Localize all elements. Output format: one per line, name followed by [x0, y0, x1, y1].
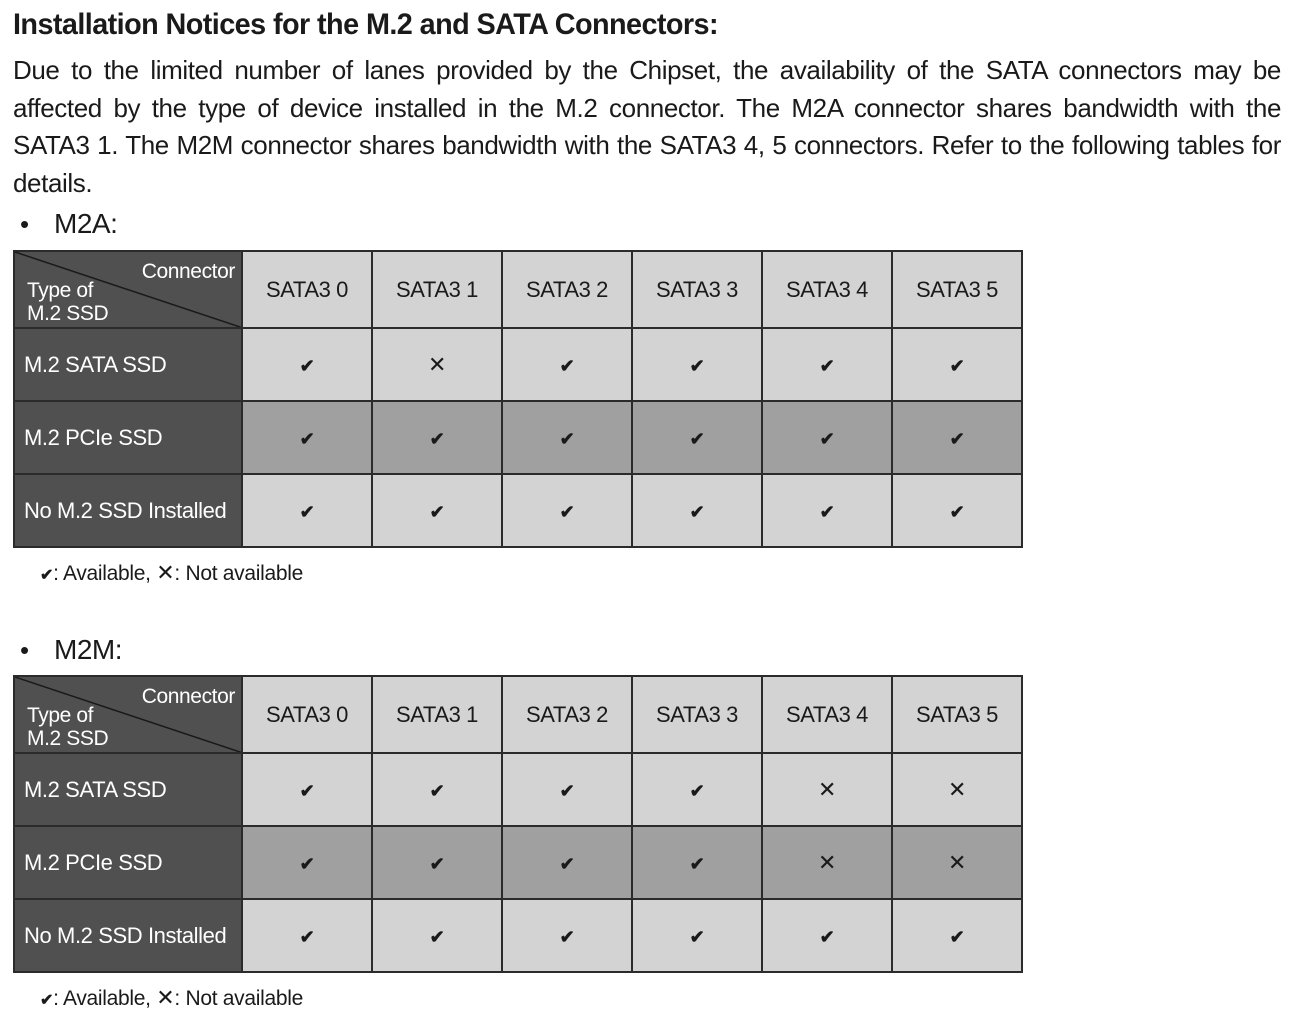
check-icon: ✔ [689, 355, 705, 376]
table-cell [632, 753, 762, 826]
check-icon: ✔ [559, 926, 575, 947]
row-header: M.2 SATA SSD [14, 328, 242, 401]
table-cell [372, 753, 502, 826]
check-icon: ✔ [949, 428, 965, 449]
table-cell [762, 826, 892, 899]
check-icon: ✔ [429, 780, 445, 801]
table-cell [372, 401, 502, 474]
corner-type-label: Type of M.2 SSD [27, 704, 109, 750]
cross-icon: ✕ [156, 560, 175, 585]
table-cell [632, 899, 762, 972]
table-row [14, 899, 1022, 972]
check-icon: ✔ [299, 501, 315, 522]
table-cell [892, 826, 1022, 899]
table-cell [502, 328, 632, 401]
table-row [14, 826, 1022, 899]
table-cell [242, 899, 372, 972]
table-row [14, 401, 1022, 474]
table-cell [762, 401, 892, 474]
section-title-text: M2M: [54, 634, 122, 665]
legend-available-text: : Available, [53, 562, 151, 585]
table-cell [892, 899, 1022, 972]
table-cell [502, 753, 632, 826]
page-heading: Installation Notices for the M.2 and SATA Connectors: [13, 8, 718, 41]
m2a-table [13, 250, 1023, 548]
check-icon: ✔ [559, 853, 575, 874]
row-header: M.2 PCIe SSD [14, 826, 242, 899]
column-header: SATA3 3 [632, 676, 762, 753]
row-header: M.2 PCIe SSD [14, 401, 242, 474]
cross-icon: ✕ [817, 849, 837, 875]
section-title-m2m [20, 634, 122, 666]
check-icon: ✔ [949, 926, 965, 947]
table-cell [372, 899, 502, 972]
check-icon: ✔ [559, 428, 575, 449]
table-cell [242, 328, 372, 401]
check-icon: ✔ [429, 926, 445, 947]
bullet-icon: • [20, 209, 29, 239]
table-cell [502, 826, 632, 899]
check-icon: ✔ [299, 853, 315, 874]
table-cell [892, 401, 1022, 474]
table-body [14, 753, 1022, 972]
table-cell [502, 474, 632, 547]
column-header: SATA3 0 [242, 251, 372, 328]
check-icon: ✔ [819, 428, 835, 449]
bullet-icon: • [20, 635, 29, 665]
corner-connector-label: Connector [141, 685, 235, 708]
table-cell [372, 826, 502, 899]
check-icon: ✔ [689, 428, 705, 449]
section-title-text: M2A: [54, 208, 118, 239]
table-cell [242, 753, 372, 826]
table-cell [632, 401, 762, 474]
table-cell [892, 328, 1022, 401]
column-header: SATA3 5 [892, 251, 1022, 328]
column-header: SATA3 3 [632, 251, 762, 328]
row-header: No M.2 SSD Installed [14, 474, 242, 547]
column-header: SATA3 2 [502, 251, 632, 328]
table-cell [762, 328, 892, 401]
table-cell [762, 474, 892, 547]
table-row [14, 328, 1022, 401]
check-icon: ✔ [949, 501, 965, 522]
column-header: SATA3 1 [372, 676, 502, 753]
column-header: SATA3 4 [762, 251, 892, 328]
table-body [14, 328, 1022, 547]
table-row [14, 474, 1022, 547]
cross-icon: ✕ [947, 776, 967, 802]
check-icon: ✔ [819, 926, 835, 947]
legend-available-text: : Available, [53, 987, 151, 1010]
check-icon: ✔ [689, 853, 705, 874]
check-icon: ✔ [559, 780, 575, 801]
table-cell [892, 474, 1022, 547]
check-icon: ✔ [429, 501, 445, 522]
corner-connector-label: Connector [141, 260, 235, 283]
table-cell [502, 899, 632, 972]
column-header: SATA3 0 [242, 676, 372, 753]
table-cell [242, 826, 372, 899]
check-icon: ✔ [689, 780, 705, 801]
legend-not-available-text: : Not available [174, 987, 303, 1010]
check-icon: ✔ [689, 926, 705, 947]
table-cell [762, 753, 892, 826]
table-cell [632, 826, 762, 899]
table-cell [372, 474, 502, 547]
table-cell [632, 474, 762, 547]
cross-icon: ✕ [947, 849, 967, 875]
m2m-table [13, 675, 1023, 973]
table-cell [372, 328, 502, 401]
legend-m2m [40, 985, 303, 1011]
row-header: M.2 SATA SSD [14, 753, 242, 826]
table-corner-header [14, 676, 242, 753]
row-header: No M.2 SSD Installed [14, 899, 242, 972]
corner-type-label: Type of M.2 SSD [27, 279, 109, 325]
check-icon: ✔ [299, 428, 315, 449]
table-cell [762, 899, 892, 972]
check-icon: ✔ [299, 780, 315, 801]
check-icon: ✔ [949, 355, 965, 376]
check-icon: ✔ [429, 853, 445, 874]
column-header: SATA3 1 [372, 251, 502, 328]
check-icon: ✔ [299, 355, 315, 376]
check-icon: ✔ [429, 428, 445, 449]
cross-icon: ✕ [156, 985, 175, 1010]
check-icon: ✔ [819, 355, 835, 376]
table-cell [242, 401, 372, 474]
check-icon: ✔ [40, 992, 54, 1009]
table-cell [242, 474, 372, 547]
cross-icon: ✕ [427, 351, 447, 377]
check-icon: ✔ [819, 501, 835, 522]
check-icon: ✔ [299, 926, 315, 947]
column-header: SATA3 5 [892, 676, 1022, 753]
legend-not-available-text: : Not available [174, 562, 303, 585]
check-icon: ✔ [559, 355, 575, 376]
intro-paragraph: Due to the limited number of lanes provided by the Chipset, the availability of the SATA connectors may be affected by the type of device installed in the M.2 connector. The M2A connector shares bandwidth with the SATA3 1. The M2M connector shares bandwidth with the SATA3 4, 5 connectors. Refer to the following tables for details. [13, 55, 1281, 198]
legend-m2a [40, 560, 303, 586]
table-corner-header [14, 251, 242, 328]
check-icon: ✔ [559, 501, 575, 522]
column-header: SATA3 2 [502, 676, 632, 753]
table-cell [892, 753, 1022, 826]
table-cell [502, 401, 632, 474]
table-row [14, 753, 1022, 826]
column-header: SATA3 4 [762, 676, 892, 753]
section-title-m2a [20, 208, 117, 240]
table-cell [632, 328, 762, 401]
cross-icon: ✕ [817, 776, 837, 802]
check-icon: ✔ [689, 501, 705, 522]
check-icon: ✔ [40, 567, 54, 584]
